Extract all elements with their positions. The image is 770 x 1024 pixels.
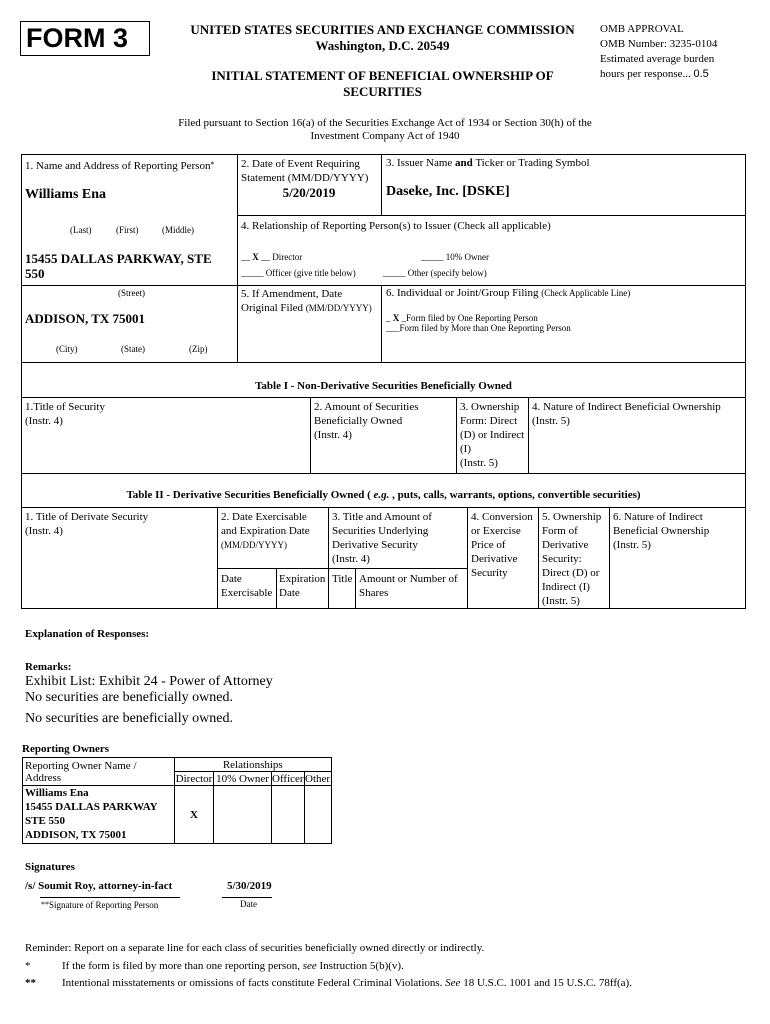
relationship-label: 4. Relationship of Reporting Person(s) to Issuer (Check all applicable) <box>241 220 551 232</box>
footnote-star2: ** <box>25 977 36 989</box>
burden-line1: Estimated average burden <box>600 53 715 65</box>
omb-number: OMB Number: 3235-0104 <box>600 38 718 50</box>
owners-col-officer: Officer <box>272 772 304 785</box>
agency-name: UNITED STATES SECURITIES AND EXCHANGE COMMISSION <box>190 22 575 37</box>
agency-location: Washington, D.C. 20549 <box>315 38 450 53</box>
form-label: FORM 3 <box>26 23 129 53</box>
burden-label: hours per response... <box>600 68 691 80</box>
form-label-box <box>20 21 150 56</box>
amendment-label: 5. If Amendment, Date Original Filed (MM/DD/YYYY) <box>241 288 372 314</box>
owners-heading: Reporting Owners <box>22 743 110 755</box>
table2-sub-title: Title <box>332 573 353 585</box>
filing-label: 6. Individual or Joint/Group Filing (Check Applicable Line) <box>386 287 631 299</box>
event-date-value: 5/20/2019 <box>282 185 336 200</box>
omb-approval: OMB APPROVAL <box>600 23 684 35</box>
relationship-ten-pct: _____ 10% Owner <box>421 252 489 262</box>
issuer-value: Daseke, Inc. [DSKE] <box>386 184 510 199</box>
issuer-label: 3. Issuer Name and Ticker or Trading Symbol <box>386 157 590 169</box>
relationship-director: __ X __ Director <box>241 252 303 262</box>
table2-sub-date: Date Exercisable <box>221 573 273 599</box>
owners-col-other: Other <box>305 772 331 785</box>
omb-approval-box <box>600 22 760 82</box>
filed-pursuant-line1: Filed pursuant to Section 16(a) of the Securities Exchange Act of 1934 or Section 30(h) of the <box>178 117 592 129</box>
table1-col4: 4. Nature of Indirect Beneficial Ownership (Instr. 5) <box>532 401 721 427</box>
label-middle: (Middle) <box>162 225 194 235</box>
event-date-label: 2. Date of Event Requiring Statement (MM/DD/YYYY) <box>241 158 369 184</box>
reporting-person-name: Williams Ena <box>25 187 107 202</box>
owner-address: Williams Ena 15455 DALLAS PARKWAY STE 550 ADDISON, TX 75001 <box>23 786 175 844</box>
owners-table <box>22 757 332 844</box>
table1-title: Table I - Non-Derivative Securities Beneficially Owned <box>255 380 512 392</box>
owners-col-director: Director <box>175 772 213 785</box>
label-state: (State) <box>121 344 145 354</box>
relationship-other: _____ Other (specify below) <box>383 268 487 278</box>
table2-col5: 5. Ownership Form of Derivative Security: Direct (D) or Indirect (I) (Instr. 5) <box>542 511 602 607</box>
table2-col1: 1. Title of Derivate Security (Instr. 4) <box>25 511 149 537</box>
table2-sub-amount: Amount or Number of Shares <box>359 573 458 599</box>
owner-officer-mark <box>272 786 305 844</box>
reporting-person-label: 1. Name and Address of Reporting Person* <box>25 160 215 172</box>
table-row <box>23 786 332 844</box>
table2-sub-expiration: Expiration Date <box>279 573 326 599</box>
table2-col2: 2. Date Exercisable and Expiration Date (MM/DD/YYYY) <box>221 511 310 550</box>
owner-other-mark <box>304 786 331 844</box>
director-checkbox[interactable]: __ X __ <box>241 252 270 262</box>
footnote-star1: * <box>25 960 31 972</box>
table1-col3: 3. Ownership Form: Direct (D) or Indirect (I) (Instr. 5) <box>460 401 525 469</box>
owner-ten-pct-mark <box>214 786 272 844</box>
burden-line2 <box>600 67 760 82</box>
footnote1-text: If the form is filed by more than one reporting person, see Instruction 5(b)(v). <box>62 960 404 972</box>
remarks-line1: Exhibit List: Exhibit 24 - Power of Attorney <box>25 674 273 689</box>
street-line2: 550 <box>25 266 45 281</box>
label-street: (Street) <box>118 288 145 298</box>
explanation-heading: Explanation of Responses: <box>25 628 150 640</box>
table2-col3: 3. Title and Amount of Securities Underlying Derivative Security (Instr. 4) <box>332 511 432 565</box>
owners-col-name: Reporting Owner Name / Address <box>23 758 175 786</box>
label-zip: (Zip) <box>189 344 208 354</box>
date-caption: Date <box>240 899 257 909</box>
form-title-line1: INITIAL STATEMENT OF BENEFICIAL OWNERSHIP OF <box>211 68 554 83</box>
form-title-line2: SECURITIES <box>343 84 422 99</box>
label-first: (First) <box>116 225 139 235</box>
remarks-heading: Remarks: <box>25 661 72 673</box>
label-city: (City) <box>56 344 78 354</box>
table2-col6: 6. Nature of Indirect Beneficial Ownership (Instr. 5) <box>613 511 710 551</box>
signature-date: 5/30/2019 <box>227 880 272 892</box>
table1-col2: 2. Amount of Securities Beneficially Owned (Instr. 4) <box>314 401 419 441</box>
remarks-line3: No securities are beneficially owned. <box>25 711 233 726</box>
owners-col-ten-pct: 10% Owner <box>214 772 272 786</box>
other-checkbox[interactable]: _____ <box>383 268 406 278</box>
street-line1: 15455 DALLAS PARKWAY, STE <box>25 251 212 266</box>
ten-pct-checkbox[interactable]: _____ <box>421 252 444 262</box>
filed-pursuant-line2: Investment Company Act of 1940 <box>310 130 460 142</box>
officer-checkbox[interactable]: _____ <box>241 268 264 278</box>
owners-col-relationships: Relationships <box>175 758 332 772</box>
city-state-zip: ADDISON, TX 75001 <box>25 311 146 326</box>
signature-name: /s/ Soumit Roy, attorney-in-fact <box>25 880 173 892</box>
more-persons-checkbox[interactable]: ___ <box>386 323 400 333</box>
label-last: (Last) <box>70 225 92 235</box>
reminder-text: Reminder: Report on a separate line for each class of securities beneficially owned directly or indirectly. <box>25 942 485 954</box>
table1-col1: 1.Title of Security (Instr. 4) <box>25 401 105 427</box>
filing-one-person: _ X _Form filed by One Reporting Person <box>386 313 538 323</box>
remarks-line2: No securities are beneficially owned. <box>25 690 233 705</box>
signature-caption: **Signature of Reporting Person <box>41 900 159 910</box>
burden-value: 0.5 <box>693 68 709 80</box>
owner-director-mark: X <box>175 786 214 844</box>
filing-more-persons: ___Form filed by More than One Reporting Person <box>386 323 571 333</box>
table2-title: Table II - Derivative Securities Beneficially Owned ( e.g. , puts, calls, warrants, options, convertible securities) <box>126 489 641 501</box>
one-person-checkbox[interactable]: _ X _ <box>386 313 406 323</box>
relationship-officer: _____ Officer (give title below) <box>241 268 356 278</box>
table2-col4: 4. Conversion or Exercise Price of Derivative Security <box>471 511 533 579</box>
footnote2-text: Intentional misstatements or omissions of facts constitute Federal Criminal Violations. See 18 U.S.C. 1001 and 15 U.S.C. 78ff(a). <box>62 977 632 989</box>
signatures-heading: Signatures <box>25 861 75 873</box>
